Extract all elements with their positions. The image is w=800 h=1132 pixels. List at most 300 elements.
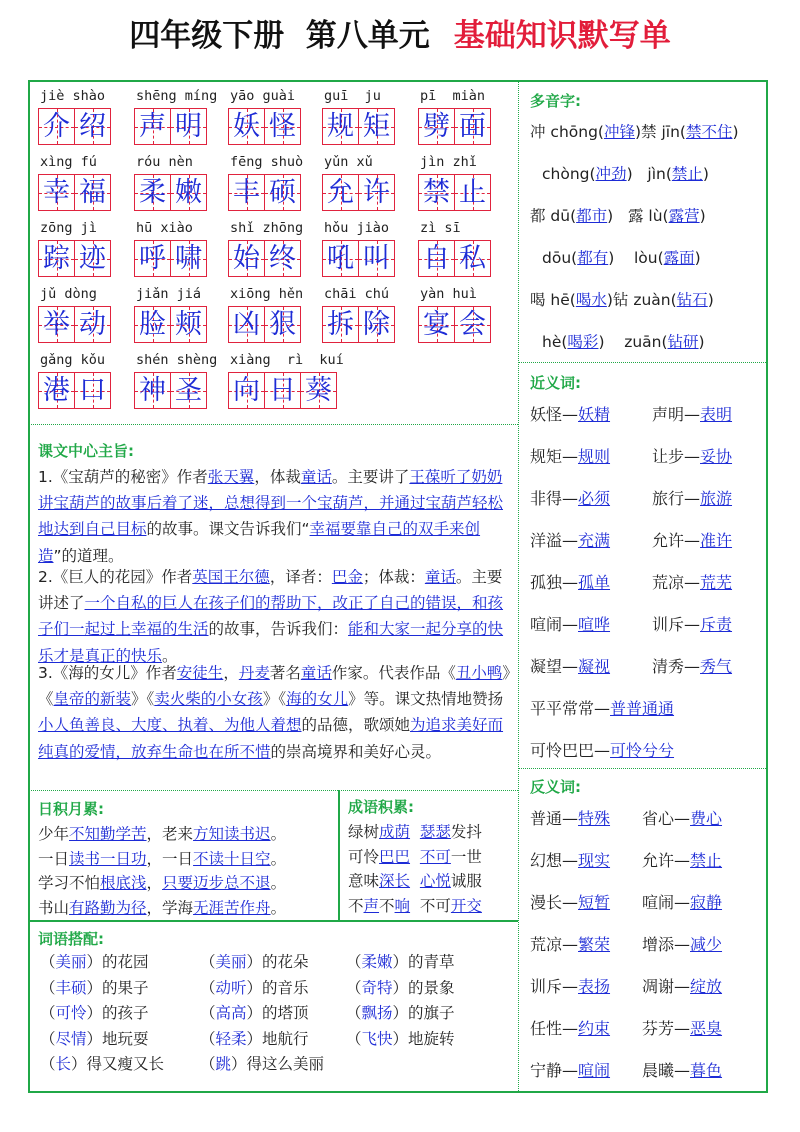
antonym-answer: 恶臭	[690, 1019, 723, 1038]
answer-text: 不知勤学苦	[69, 825, 147, 843]
collocation-word: 得又瘦又长	[86, 1055, 165, 1073]
character-cell	[75, 108, 111, 145]
character-cell	[265, 306, 301, 343]
word: 训斥	[652, 615, 685, 634]
prompt-text: ，体裁	[254, 468, 301, 486]
dash: —	[562, 851, 579, 870]
character: 止	[459, 177, 486, 208]
character: 介	[43, 111, 70, 142]
synonym-pair	[652, 402, 732, 425]
character-cell	[171, 306, 207, 343]
character: 声	[139, 111, 166, 142]
prompt-text: 2.《巨人的花园》作者	[38, 568, 193, 586]
paren-open: （	[200, 1004, 216, 1022]
antonym-pair	[530, 806, 610, 829]
character-cell	[455, 306, 491, 343]
collocation-word: 的孩子	[102, 1004, 149, 1022]
paren-close: ）	[392, 978, 409, 997]
character-pair-grid	[418, 108, 491, 145]
antonym-pair	[530, 1058, 610, 1081]
character: 港	[43, 375, 70, 406]
paren-open: （	[346, 978, 362, 997]
dash: —	[684, 615, 701, 634]
word: 荒凉	[530, 935, 563, 954]
word: 喧闹	[530, 615, 563, 634]
prompt-text: 3.《海的女儿》作者	[38, 664, 177, 682]
dash: —	[594, 741, 611, 760]
collocation-item	[40, 1052, 164, 1074]
collocation-answer: 美丽	[215, 953, 247, 971]
dash: —	[674, 1061, 691, 1080]
answer-text: 童话	[300, 468, 332, 486]
character: 葵	[305, 375, 332, 406]
antonym-answer: 减少	[690, 935, 723, 954]
answer-text: 禁不住	[685, 123, 733, 141]
prompt-text: 喝 hē(	[530, 291, 576, 309]
synonym-pair	[530, 570, 610, 593]
antonym-answer: 短暂	[578, 893, 611, 912]
collocation-answer: 美丽	[55, 953, 87, 971]
prompt-text: 的崇高境界和美好心灵。	[270, 742, 442, 761]
prompt-text: dōu(	[542, 249, 578, 267]
paren-open: （	[40, 1029, 56, 1048]
antonym-pair	[642, 806, 722, 829]
antonym-answer: 喧闹	[578, 1061, 611, 1080]
prompt-text: 不可	[410, 896, 451, 915]
prompt-text: 作家。代表作品《	[331, 664, 456, 682]
word: 旅行	[652, 489, 685, 508]
prompt-text: )	[732, 123, 739, 141]
antonym-answer: 寂静	[690, 893, 723, 912]
prompt-text: )	[702, 165, 709, 183]
dash: —	[684, 657, 701, 676]
prompt-text: 不	[348, 896, 364, 915]
collocation-item	[346, 950, 455, 972]
synonym-pair	[530, 696, 674, 719]
character: 口	[79, 375, 106, 406]
paren-close: ）	[86, 953, 103, 971]
answer-text: 响	[394, 896, 411, 915]
column-divider	[518, 80, 519, 1093]
character-cell	[322, 174, 359, 211]
collocation-word: 的景象	[408, 978, 455, 997]
prompt-text: )钻 zuàn(	[606, 291, 677, 309]
collocation-word: 的青草	[408, 953, 455, 971]
word: 可怜巴巴	[530, 741, 595, 760]
dash: —	[562, 489, 579, 508]
collocation-word: 的花园	[102, 953, 149, 971]
pinyin-label: xìng fú	[40, 154, 97, 170]
character-cell	[134, 174, 171, 211]
prompt-text: 。	[162, 646, 178, 665]
character-cell	[455, 174, 491, 211]
character: 允	[327, 177, 354, 208]
dash: —	[562, 809, 579, 828]
antonym-pair	[642, 1058, 722, 1081]
pinyin-label: pī miàn	[420, 88, 486, 104]
character-cell	[359, 240, 395, 277]
paren-open: （	[200, 953, 216, 971]
word: 省心	[642, 809, 675, 828]
synonym-answer: 普普通通	[610, 699, 675, 718]
synonym-pair	[652, 486, 732, 509]
word: 幻想	[530, 851, 563, 870]
character-cell	[455, 108, 491, 145]
prompt-text: 意味	[348, 872, 380, 890]
prompt-text: 》《	[38, 664, 511, 709]
antonym-pair	[642, 1016, 722, 1039]
prompt-text	[410, 872, 420, 890]
synonym-answer: 凝视	[578, 657, 611, 676]
word: 增添	[642, 935, 675, 954]
answer-text: 不可	[419, 847, 451, 866]
theme-paragraph	[38, 564, 516, 669]
character-cell	[359, 174, 395, 211]
character-pair-grid	[322, 174, 395, 211]
pinyin-label: jìn zhǐ	[420, 154, 477, 170]
answer-text: 钻石	[676, 291, 708, 309]
collocation-word: 地航行	[262, 1029, 309, 1048]
antonym-label: 反义词:	[530, 778, 581, 796]
character: 啸	[175, 243, 202, 274]
paren-open: （	[346, 953, 362, 971]
dash: —	[562, 615, 579, 634]
synonym-answer: 旅游	[700, 489, 733, 508]
pinyin-label: zōng jì	[40, 220, 97, 236]
prompt-text: ；体裁：	[362, 568, 425, 586]
answer-text: 英国王尔德	[192, 568, 270, 586]
collocation-answer: 可怜	[55, 1004, 87, 1022]
collocation-answer: 长	[55, 1055, 72, 1073]
synonym-answer: 充满	[578, 531, 611, 550]
synonym-label: 近义词:	[530, 374, 581, 392]
pinyin-label: róu nèn	[136, 154, 193, 170]
pinyin-label: shǐ zhōng	[230, 220, 304, 236]
dash: —	[562, 1061, 579, 1080]
dash: —	[562, 573, 579, 592]
synonym-answer: 妥协	[700, 447, 733, 466]
answer-text: 丹麦	[238, 664, 270, 682]
paren-open: （	[40, 953, 56, 971]
character-cell	[418, 108, 455, 145]
character-cell	[322, 240, 359, 277]
character-cell	[418, 240, 455, 277]
antonym-answer: 表扬	[578, 977, 611, 996]
dash: —	[674, 977, 691, 996]
character-pair-grid	[228, 174, 301, 211]
prompt-text: ，学海	[146, 898, 194, 917]
character-cell	[75, 306, 111, 343]
answer-text: 安徒生	[176, 664, 224, 682]
character-cell	[134, 240, 171, 277]
prompt-text: 诚服	[450, 872, 482, 890]
synonym-pair	[530, 654, 610, 677]
prompt-text: 书山	[38, 898, 70, 917]
antonym-answer: 特殊	[578, 809, 611, 828]
pinyin-label: jiǎn jiá	[136, 286, 202, 302]
saying-line	[38, 871, 286, 893]
divider-syn-ant	[518, 768, 768, 769]
dash: —	[684, 573, 701, 592]
synonym-answer: 孤单	[578, 573, 611, 592]
idiom-line	[348, 847, 482, 867]
answer-text: 不读十日空	[193, 849, 271, 868]
word: 妖怪	[530, 405, 563, 424]
synonym-pair	[652, 528, 732, 551]
paren-close: ）	[231, 1055, 247, 1073]
character-cell	[228, 174, 265, 211]
dash: —	[684, 489, 701, 508]
sayings-label: 日积月累:	[38, 800, 104, 818]
character-pair-grid	[134, 108, 207, 145]
prompt-text: 》《	[131, 690, 155, 709]
prompt-text: 的故事，告诉我们：	[208, 620, 349, 639]
character-cell	[322, 108, 359, 145]
dash: —	[684, 405, 701, 424]
answer-text: 一个自私的巨人在孩子们的帮助下，改正了自己的错误，和孩子们一起过上幸福的生活	[38, 594, 504, 639]
synonym-pair	[530, 612, 610, 635]
character-cell	[322, 306, 359, 343]
prompt-text: 著名	[269, 664, 301, 682]
idiom-line	[348, 822, 482, 842]
collocation-item	[40, 1027, 149, 1049]
collocation-answer: 跳	[215, 1055, 232, 1073]
character-cell	[359, 108, 395, 145]
paren-close: ）	[246, 978, 263, 997]
answer-text: 皇帝的新装	[53, 690, 132, 709]
answer-text: 心悦	[419, 872, 451, 890]
antonym-pair	[642, 932, 722, 955]
prompt-text: 冲 chōng(	[530, 123, 604, 141]
word: 芬芳	[642, 1019, 675, 1038]
antonym-pair	[530, 890, 610, 913]
word: 规矩	[530, 447, 563, 466]
prompt-text: 都 dū(	[530, 207, 577, 225]
prompt-text: 的故事。课文告诉我们“	[146, 520, 310, 539]
character-pair-grid	[322, 306, 395, 343]
character: 圣	[175, 375, 202, 406]
character-pair-grid	[38, 108, 111, 145]
prompt-text: 少年	[38, 825, 70, 843]
prompt-text: hè(	[542, 333, 568, 351]
prompt-text: ，一日	[146, 849, 194, 868]
paren-close: ）	[392, 1029, 409, 1048]
pinyin-label: gǎng kǒu	[40, 352, 106, 368]
synonym-answer: 准许	[700, 531, 733, 550]
collocation-item	[40, 950, 149, 972]
character: 许	[363, 177, 390, 208]
character: 举	[43, 309, 70, 340]
divider-poly-syn	[518, 362, 768, 363]
character: 幸	[43, 177, 70, 208]
collocation-word: 地玩耍	[102, 1029, 149, 1048]
character-cell	[228, 306, 265, 343]
collocation-item	[346, 976, 455, 998]
character-cell	[265, 240, 301, 277]
character-pair-grid	[228, 372, 337, 409]
paren-close: ）	[86, 1029, 103, 1048]
antonym-answer: 约束	[578, 1019, 611, 1038]
character-pair-grid	[228, 306, 301, 343]
character-pair-grid	[134, 174, 207, 211]
character-cell	[38, 174, 75, 211]
theme-paragraph	[38, 660, 516, 765]
prompt-text	[410, 823, 420, 841]
word: 普通	[530, 809, 563, 828]
collocation-item	[40, 976, 149, 998]
character: 绍	[79, 111, 106, 142]
word: 洋溢	[530, 531, 563, 550]
character: 终	[269, 243, 296, 274]
character-cell	[171, 174, 207, 211]
character: 禁	[423, 177, 450, 208]
saying-line	[38, 847, 286, 869]
synonym-pair	[652, 570, 732, 593]
answer-text: 冲劲	[595, 165, 627, 183]
divider-sayings-idioms	[338, 790, 340, 920]
synonym-pair	[652, 444, 732, 467]
title-main: 四年级下册 第八单元	[129, 18, 430, 54]
word: 凝望	[530, 657, 563, 676]
pinyin-label: jǔ dòng	[40, 286, 97, 302]
answer-text: 读书一日功	[69, 849, 147, 868]
dash: —	[562, 657, 579, 676]
character: 凶	[233, 309, 260, 340]
synonym-answer: 可怜兮兮	[610, 741, 675, 760]
character-pair-grid	[322, 108, 395, 145]
character: 规	[327, 111, 354, 142]
answer-text: 王葆听了奶奶讲宝葫芦的故事后着了迷，总想得到一个宝葫芦，并通过宝葫芦轻松地达到自己目标	[38, 468, 504, 539]
collocation-word: 的果子	[102, 978, 149, 997]
character: 自	[423, 243, 450, 274]
collocation-answer: 奇特	[361, 978, 393, 997]
character-cell	[171, 108, 207, 145]
synonym-pair	[530, 528, 610, 551]
prompt-text: )	[699, 207, 706, 225]
polyphone-label: 多音字:	[530, 92, 581, 110]
saying-line	[38, 896, 286, 918]
collocation-answer: 轻柔	[215, 1029, 247, 1048]
pinyin-label: shén shèng	[136, 352, 218, 368]
character-pair-grid	[134, 240, 207, 277]
answer-text: 成荫	[379, 823, 411, 841]
collocation-answer: 高高	[215, 1004, 247, 1022]
character-pair-grid	[322, 240, 395, 277]
polyphone-line	[530, 288, 714, 310]
prompt-text: 的品德，歌颂她	[301, 716, 411, 735]
polyphone-line	[542, 246, 701, 268]
answer-text: 开交	[450, 896, 482, 915]
answer-text: 都市	[576, 207, 608, 225]
antonym-answer: 现实	[578, 851, 611, 870]
word: 孤独	[530, 573, 563, 592]
collocation-item	[346, 1001, 455, 1023]
answer-text: 露营	[668, 207, 700, 225]
word: 荒凉	[652, 573, 685, 592]
character: 宴	[423, 309, 450, 340]
answer-text: 海的女儿	[286, 690, 349, 709]
prompt-text: 学习不怕	[38, 874, 101, 892]
word: 任性	[530, 1019, 563, 1038]
character: 丰	[233, 177, 260, 208]
polyphone-line	[530, 120, 739, 142]
antonym-answer: 绽放	[690, 977, 723, 996]
prompt-text: ) 露 lù(	[607, 207, 669, 225]
word: 宁静	[530, 1061, 563, 1080]
prompt-text: 可怜	[348, 847, 380, 866]
collocation-word: 得这么美丽	[246, 1055, 325, 1073]
character: 始	[233, 243, 260, 274]
prompt-text: ”的道理。	[53, 546, 124, 565]
character: 踪	[43, 243, 70, 274]
polyphone-line	[542, 330, 705, 352]
character-cell	[301, 372, 337, 409]
character-cell	[75, 174, 111, 211]
character: 迹	[79, 243, 106, 274]
character-cell	[171, 372, 207, 409]
prompt-text: ) zuān(	[598, 333, 668, 351]
synonym-answer: 荒芜	[700, 573, 733, 592]
paren-open: （	[200, 1055, 216, 1073]
word: 喧闹	[642, 893, 675, 912]
dash: —	[674, 893, 691, 912]
prompt-text: 绿树	[348, 823, 380, 841]
answer-text: 丑小鸭	[455, 664, 503, 682]
collocation-word: 的花朵	[262, 953, 309, 971]
character: 颊	[175, 309, 202, 340]
answer-text: 钻研	[667, 333, 699, 351]
prompt-text: 一日	[38, 849, 70, 868]
prompt-text: 。	[270, 874, 287, 892]
synonym-pair	[530, 486, 610, 509]
paren-close: ）	[86, 978, 103, 997]
prompt-text: 。	[270, 849, 287, 868]
dash: —	[562, 447, 579, 466]
character-cell	[265, 108, 301, 145]
word: 允许	[642, 851, 675, 870]
themes-label: 课文中心主旨:	[38, 442, 134, 460]
antonym-answer: 禁止	[690, 851, 723, 870]
character-cell	[455, 240, 491, 277]
answer-text: 无涯苦作舟	[193, 898, 271, 917]
dash: —	[674, 851, 691, 870]
dash: —	[562, 935, 579, 954]
collocation-answer: 飘扬	[361, 1004, 393, 1022]
antonym-answer: 繁荣	[578, 935, 611, 954]
answer-text: 都有	[577, 249, 609, 267]
character-cell	[418, 306, 455, 343]
character-pair-grid	[38, 174, 111, 211]
character-cell	[38, 240, 75, 277]
divider-themes-sayings	[28, 790, 518, 791]
collocation-answer: 柔嫩	[361, 953, 393, 971]
collocation-item	[200, 1001, 309, 1023]
character: 脸	[139, 309, 166, 340]
character: 嫩	[175, 177, 202, 208]
character-cell	[38, 372, 75, 409]
character: 狠	[269, 309, 296, 340]
prompt-text: chòng(	[542, 165, 596, 183]
dash: —	[684, 531, 701, 550]
polyphone-line	[530, 204, 706, 226]
synonym-answer: 秀气	[700, 657, 733, 676]
character-cell	[171, 240, 207, 277]
prompt-text: 》等。课文热情地赞扬	[348, 690, 504, 709]
dash: —	[594, 699, 611, 718]
synonym-answer: 规则	[578, 447, 611, 466]
character: 日	[269, 375, 296, 406]
character-pair-grid	[38, 240, 111, 277]
